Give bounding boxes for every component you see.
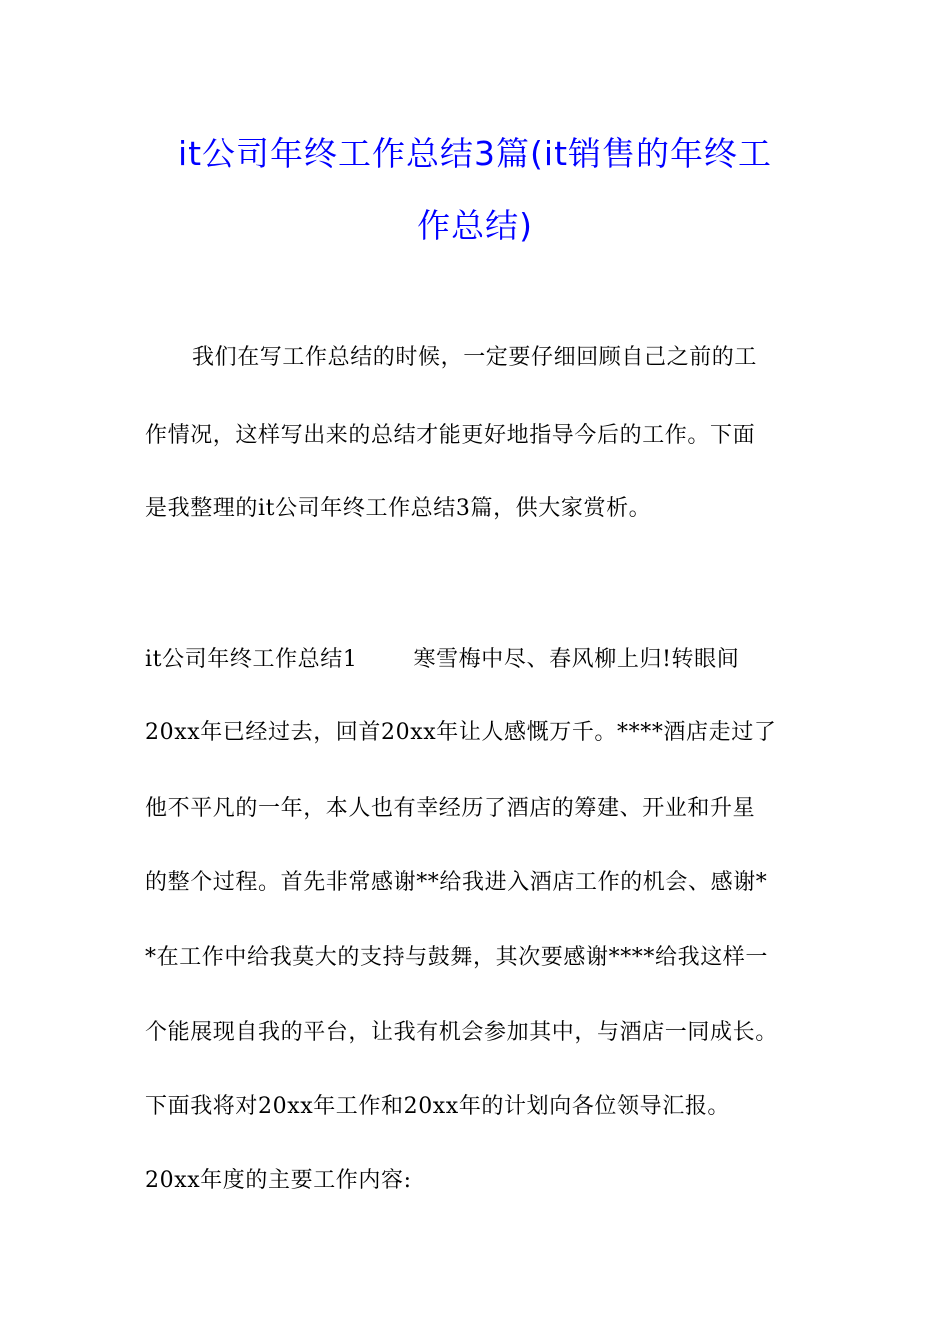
section1-line-5: 个能展现自我的平台，让我有机会参加其中，与酒店一同成长。 bbox=[145, 1020, 778, 1045]
document-title-line-1: it公司年终工作总结3篇(it销售的年终工 bbox=[177, 134, 773, 173]
section1-line-3: 的整个过程。首先非常感谢**给我进入酒店工作的机会、感谢* bbox=[145, 870, 768, 895]
section1-line-1: 20xx年已经过去，回首20xx年让人感慨万千。****酒店走过了 bbox=[145, 720, 777, 745]
section1-first-line-text: 寒雪梅中尽、春风柳上归!转眼间 bbox=[413, 647, 740, 672]
intro-line-1: 我们在写工作总结的时候，一定要仔细回顾自己之前的工 bbox=[192, 345, 758, 370]
document-title-line-2: 作总结) bbox=[417, 206, 533, 245]
section1-line-2: 他不平凡的一年，本人也有幸经历了酒店的筹建、开业和升星 bbox=[145, 796, 756, 821]
intro-line-2: 作情况，这样写出来的总结才能更好地指导今后的工作。下面 bbox=[145, 423, 756, 448]
section1-line-4: *在工作中给我莫大的支持与鼓舞，其次要感谢****给我这样一 bbox=[145, 945, 769, 970]
section1-line-6: 下面我将对20xx年工作和20xx年的计划向各位领导汇报。 bbox=[145, 1094, 731, 1119]
section1-line-7: 20xx年度的主要工作内容: bbox=[145, 1168, 412, 1193]
intro-line-3: 是我整理的it公司年终工作总结3篇，供大家赏析。 bbox=[145, 496, 652, 521]
section1-first-line bbox=[145, 645, 739, 675]
section1-heading: it公司年终工作总结1 bbox=[145, 647, 358, 672]
